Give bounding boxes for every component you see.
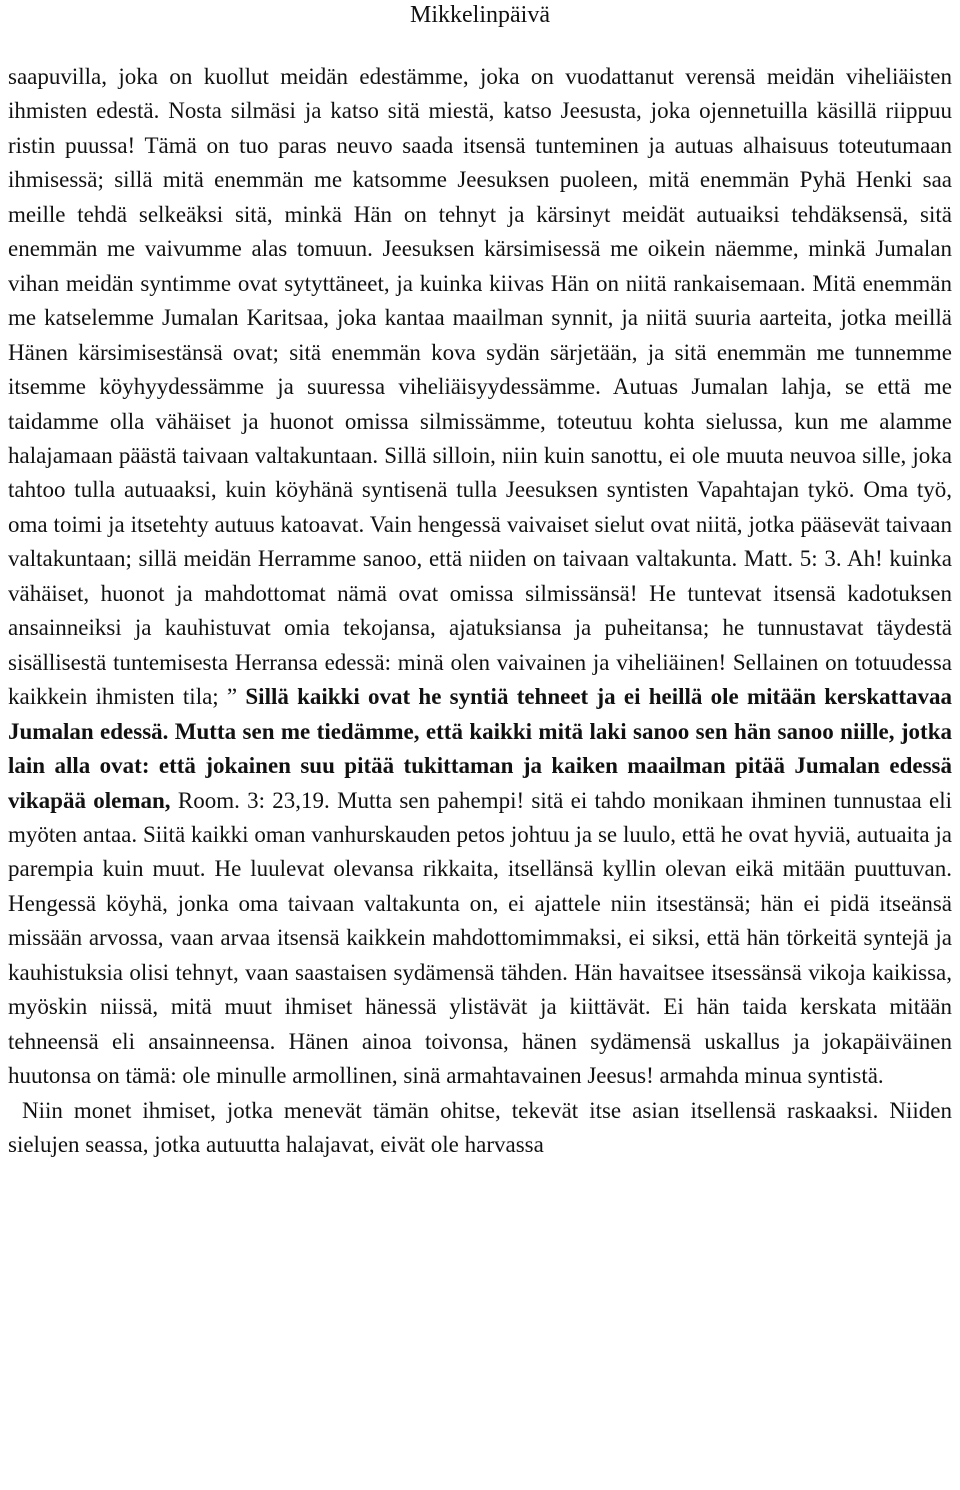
page-title: Mikkelinpäivä: [410, 2, 550, 28]
body-paragraph-2: Niin monet ihmiset, jotka menevät tämän ohitse, tekevät itse asian itsellensä raskaaksi. Niiden sielujen seassa, jotka autuutta halajavat, eivät ole harvassa: [8, 1097, 952, 1158]
bold-quotation: Sillä kaikki ovat he syntiä tehneet ja ei heillä ole mitään kerskattavaa Jumalan edessä. Mutta sen me tiedämme, että kaikki mitä laki sanoo sen hän sanoo niille, jotka lain alla ovat: että jokainen suu pitää tukittaman ja kaiken maailman pitää Jumalan edessä vikapää oleman,: [8, 684, 952, 813]
paragraph-text-continued: Room. 3: 23,19. Mutta sen pahempi! sitä ei tahdo monikaan ihminen tunnustaa eli myöten antaa. Siitä kaikki oman vanhurskauden petos johtuu ja se luulo, että he ovat hyviä, autuaita ja parempia kuin muut. He luulevat olevansa rikkaita, itsellänsä kyllin olevan eikä mitään puuttuvan. Hengessä köyhä, jonka oma taivaan valtakunta on, ei ajattele niin itsestänsä; hän ei pidä itseänsä missään arvossa, vaan arvaa itsensä kaikkein mahdottomimmaksi, ei siksi, että hän törkeitä syntejä ja kauhistuksia olisi tehnyt, vaan saastaisen sydämensä tähden. Hän havaitsee itsessänsä vikoja kaikissa, myöskin niissä, mitä muut ihmiset hänessä ylistävät ja kiittävät. Ei hän taida kerskata mitään tehneensä eli ansainneensa. Hänen ainoa toivonsa, hänen sydämensä uskallus ja jokapäiväinen huutonsa on tämä: ole minulle armollinen, sinä armahtavainen Jeesus! armahda minua syntistä.: [8, 787, 952, 1089]
document-page: [8, 0, 952, 1163]
body-paragraph: [8, 60, 952, 1094]
paragraph-text: saapuvilla, joka on kuollut meidän edestämme, joka on vuodattanut verensä meidän viheliäisten ihmisten edestä. Nosta silmäsi ja katso sitä miestä, katso Jeesusta, joka ojennetuilla käsillä riippuu ristin puussa! Tämä on tuo paras neuvo saada itsensä tunteminen ja autuas alhaisuus toteutumaan ihmisessä; sillä mitä enemmän me katsomme Jeesuksen puoleen, mitä enemmän Pyhä Henki saa meille tehdä selkeäksi sitä, minkä Hän on tehnyt ja kärsinyt meidät autuaiksi tehdäksensä, sitä enemmän me vaivumme alas tomuun. Jeesuksen kärsimisessä me oikein näemme, minkä Jumalan vihan meidän syntimme ovat sytyttäneet, ja kuinka kiivas Hän on niitä rankaisemaan. Mitä enemmän me katselemme Jumalan Karitsaa, joka kantaa maailman synnit, ja niitä suuria aarteita, jotka meillä Hänen kärsimisestänsä ovat; sitä enemmän kova sydän särjetään, ja sitä enemmän me tunnemme itsemme köyhyydessämme ja suuressa viheliäisyydessämme. Autuas Jumalan lahja, se että me taidamme olla vähäiset ja huonot omissa silmissämme, toteutuu kohta sielussa, kun me alamme halajamaan päästä taivaan valtakuntaan. Sillä silloin, niin kuin sanottu, ei ole muuta neuvoa sille, joka tahtoo tulla autuaaksi, kuin köyhänä syntisenä tulla Jeesuksen syntisten Vapahtajan tykö. Oma työ, oma toimi ja itsetehty autuus katoavat. Vain hengessä vaivaiset sielut ovat niitä, jotka pääsevät taivaan valtakuntaan; sillä meidän Herramme sanoo, että niiden on taivaan valtakunta. Matt. 5: 3. Ah! kuinka vähäiset, huonot ja mahdottomat nämä ovat omissa silmissänsä! He tuntevat itsensä kadotuksen ansainneiksi ja kauhistuvat omia tekojansa, ajatuksiansa ja puheitansa; he tunnustavat täydestä sisällisestä tuntemisesta Herransa edessä: minä olen vaivainen ja viheliäinen! Sellainen on totuudessa kaikkein ihmisten tila; ”: [8, 64, 952, 710]
